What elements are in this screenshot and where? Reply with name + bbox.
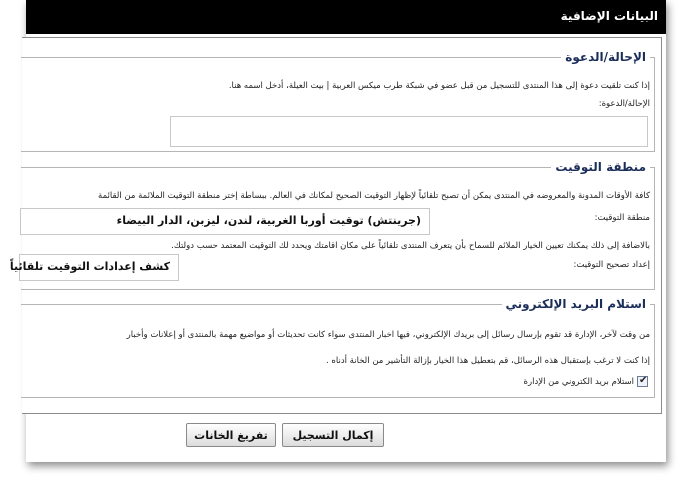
referral-label: الإحالة/الدعوة:: [598, 99, 650, 109]
section-header: [26, 0, 666, 34]
referral-input[interactable]: [170, 116, 648, 147]
timezone-select[interactable]: [20, 208, 430, 235]
email-opt-out-note: إذا كنت لا ترغب بإستقبال هذه الرسائل، قم بتعطيل هذا الخيار بإزالة التأشير من الخانة أدناه .: [326, 356, 650, 366]
timezone-fieldset: [9, 160, 655, 290]
timezone-label: منطقة التوقيت:: [594, 213, 650, 223]
registration-page: [9, 0, 666, 462]
dst-select-value: كشف إعدادات التوقيت تلقائياً: [9, 260, 170, 273]
dst-select[interactable]: [9, 254, 179, 281]
clear-fields-button[interactable]: تفريغ الخانات: [186, 423, 276, 447]
additional-info-panel: [9, 37, 662, 414]
section-title: البيانات الإضافية: [560, 9, 658, 23]
email-checkbox-label[interactable]: استلام بريد الكتروني من الإدارة: [523, 377, 634, 387]
email-fieldset: [21, 297, 655, 398]
referral-fieldset: [21, 50, 655, 152]
referral-description: إذا كنت تلقيت دعوة إلى هذا المنتدى للتسجيل من قبل عضو في شبكة طرب ميكس العربية | بيت العيلة، أدخل اسمه هنا.: [228, 81, 650, 91]
timezone-select-value: (جرينتش) توقيت أوربا الغربية، لندن، ليزبن، الدار البيضاء: [116, 214, 421, 227]
dst-description: بالاضافة إلى ذلك يمكنك تعيين الخيار الملائم للسماح بأن يتعرف المنتدى تلقائياً على مكان اقامتك ويحدد لك التوقيت المعتمد حسب دولتك.: [171, 241, 650, 251]
timezone-legend: منطقة التوقيت: [555, 160, 646, 174]
email-legend: استلام البريد الإلكتروني: [505, 297, 646, 311]
email-description: من وقت لآخر، الإدارة قد تقوم بإرسال رسائل إلى بريدك الإلكتروني، فيها اخبار المنتدى سواء كانت تحديثات أو مواضيع مهمة بالمنتدى أو إعلانات وأخبار: [126, 330, 650, 340]
email-admin-checkbox[interactable]: [637, 376, 648, 387]
dst-label: إعداد تصحيح التوقيت:: [573, 260, 650, 270]
referral-legend: الإحالة/الدعوة: [565, 50, 646, 64]
checkmark-icon: ✔: [639, 375, 648, 386]
timezone-description: كافة الأوقات المدونة والمعروضه في المنتدى يمكن أن تصبح تلقائياً لإظهار التوقيت الصحيح لمكانك في العالم. ببساطة إختر منطقة التوقيت الملائمة من القائمة: [98, 191, 650, 201]
complete-registration-button[interactable]: إكمال التسجيل: [282, 423, 384, 447]
